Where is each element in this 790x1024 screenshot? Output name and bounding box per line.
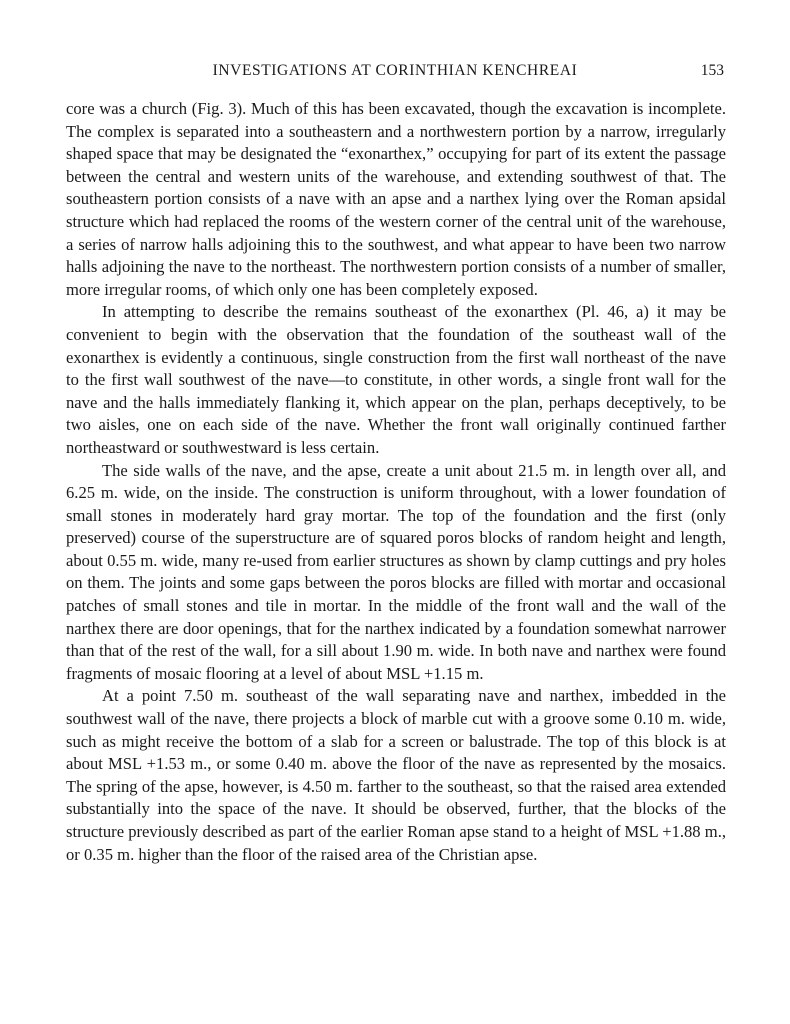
paragraph-marble-block: At a point 7.50 m. southeast of the wall separating nave and narthex, imbedded in the southwest wall of the nave, there projects a block of marble cut with a groove some 0.10 m. wide, such as might receive the bottom of a slab for a screen or balustrade. The top of this block is at about MSL +1.53 m., or some 0.40 m. above the floor of the nave as represented by the mosaics. The spring of the apse, however, is 4.50 m. farther to the southeast, so that the raised area extended substantially into the space of the nave. It should be observed, further, that the blocks of the structure previously described as part of the earlier Roman apse stand to a height of MSL +1.88 m., or 0.35 m. higher than the floor of the raised area of the Christian apse. [66,686,726,864]
body-text [66,98,726,866]
page-header [66,62,724,84]
paragraph-nave-walls: The side walls of the nave, and the apse, create a unit about 21.5 m. in length over all, and 6.25 m. wide, on the inside. The construction is uniform throughout, with a lower foundation of small stones in moderately hard gray mortar. The top of the foundation and the first (only preserved) course of the superstructure are of squared poros blocks of random height and length, about 0.55 m. wide, many re-used from earlier structures as shown by clamp cuttings and pry holes on them. The joints and some gaps between the poros blocks are filled with mortar and occasional patches of small stones and tile in mortar. In the middle of the front wall and the wall of the narthex there are door openings, that for the narthex indicated by a foundation somewhat narrower than that of the rest of the wall, for a sill about 1.90 m. wide. In both nave and narthex were found fragments of mosaic flooring at a level of about MSL +1.15 m. [66,460,726,683]
page-number: 153 [700,62,724,79]
paragraph-continuation: core was a church (Fig. 3). Much of this has been excavated, though the excavation is incomplete. The complex is separated into a southeastern and a northwestern portion by a narrow, irregularly shaped space that may be designated the “exonarthex,” occupying for part of its extent the passage between the central and western units of the warehouse, and extending southwest of that. The southeastern portion consists of a nave with an apse and a narthex lying over the Roman apsidal structure which had replaced the rooms of the western corner of the central unit of the warehouse, a series of narrow halls adjoining this to the southwest, and what appear to have been two narrow halls adjoining the nave to the northeast. The northwestern portion consists of a number of smaller, more irregular rooms, of which only one has been completely exposed. [66,99,726,299]
paragraph-exonarthex: In attempting to describe the remains southeast of the exonarthex (Pl. 46, a) it may be convenient to begin with the observation that the foundation of the southeast wall of the exonarthex is evidently a continuous, single construction from the first wall northeast of the nave to the first wall southwest of the nave—to constitute, in other words, a single front wall for the nave and the halls immediately flanking it, which appear on the plan, perhaps deceptively, to be two aisles, one on each side of the nave. Whether the front wall originally continued farther northeastward or southwestward is less certain. [66,302,726,457]
running-head: INVESTIGATIONS AT CORINTHIAN KENCHREAI [212,62,578,79]
